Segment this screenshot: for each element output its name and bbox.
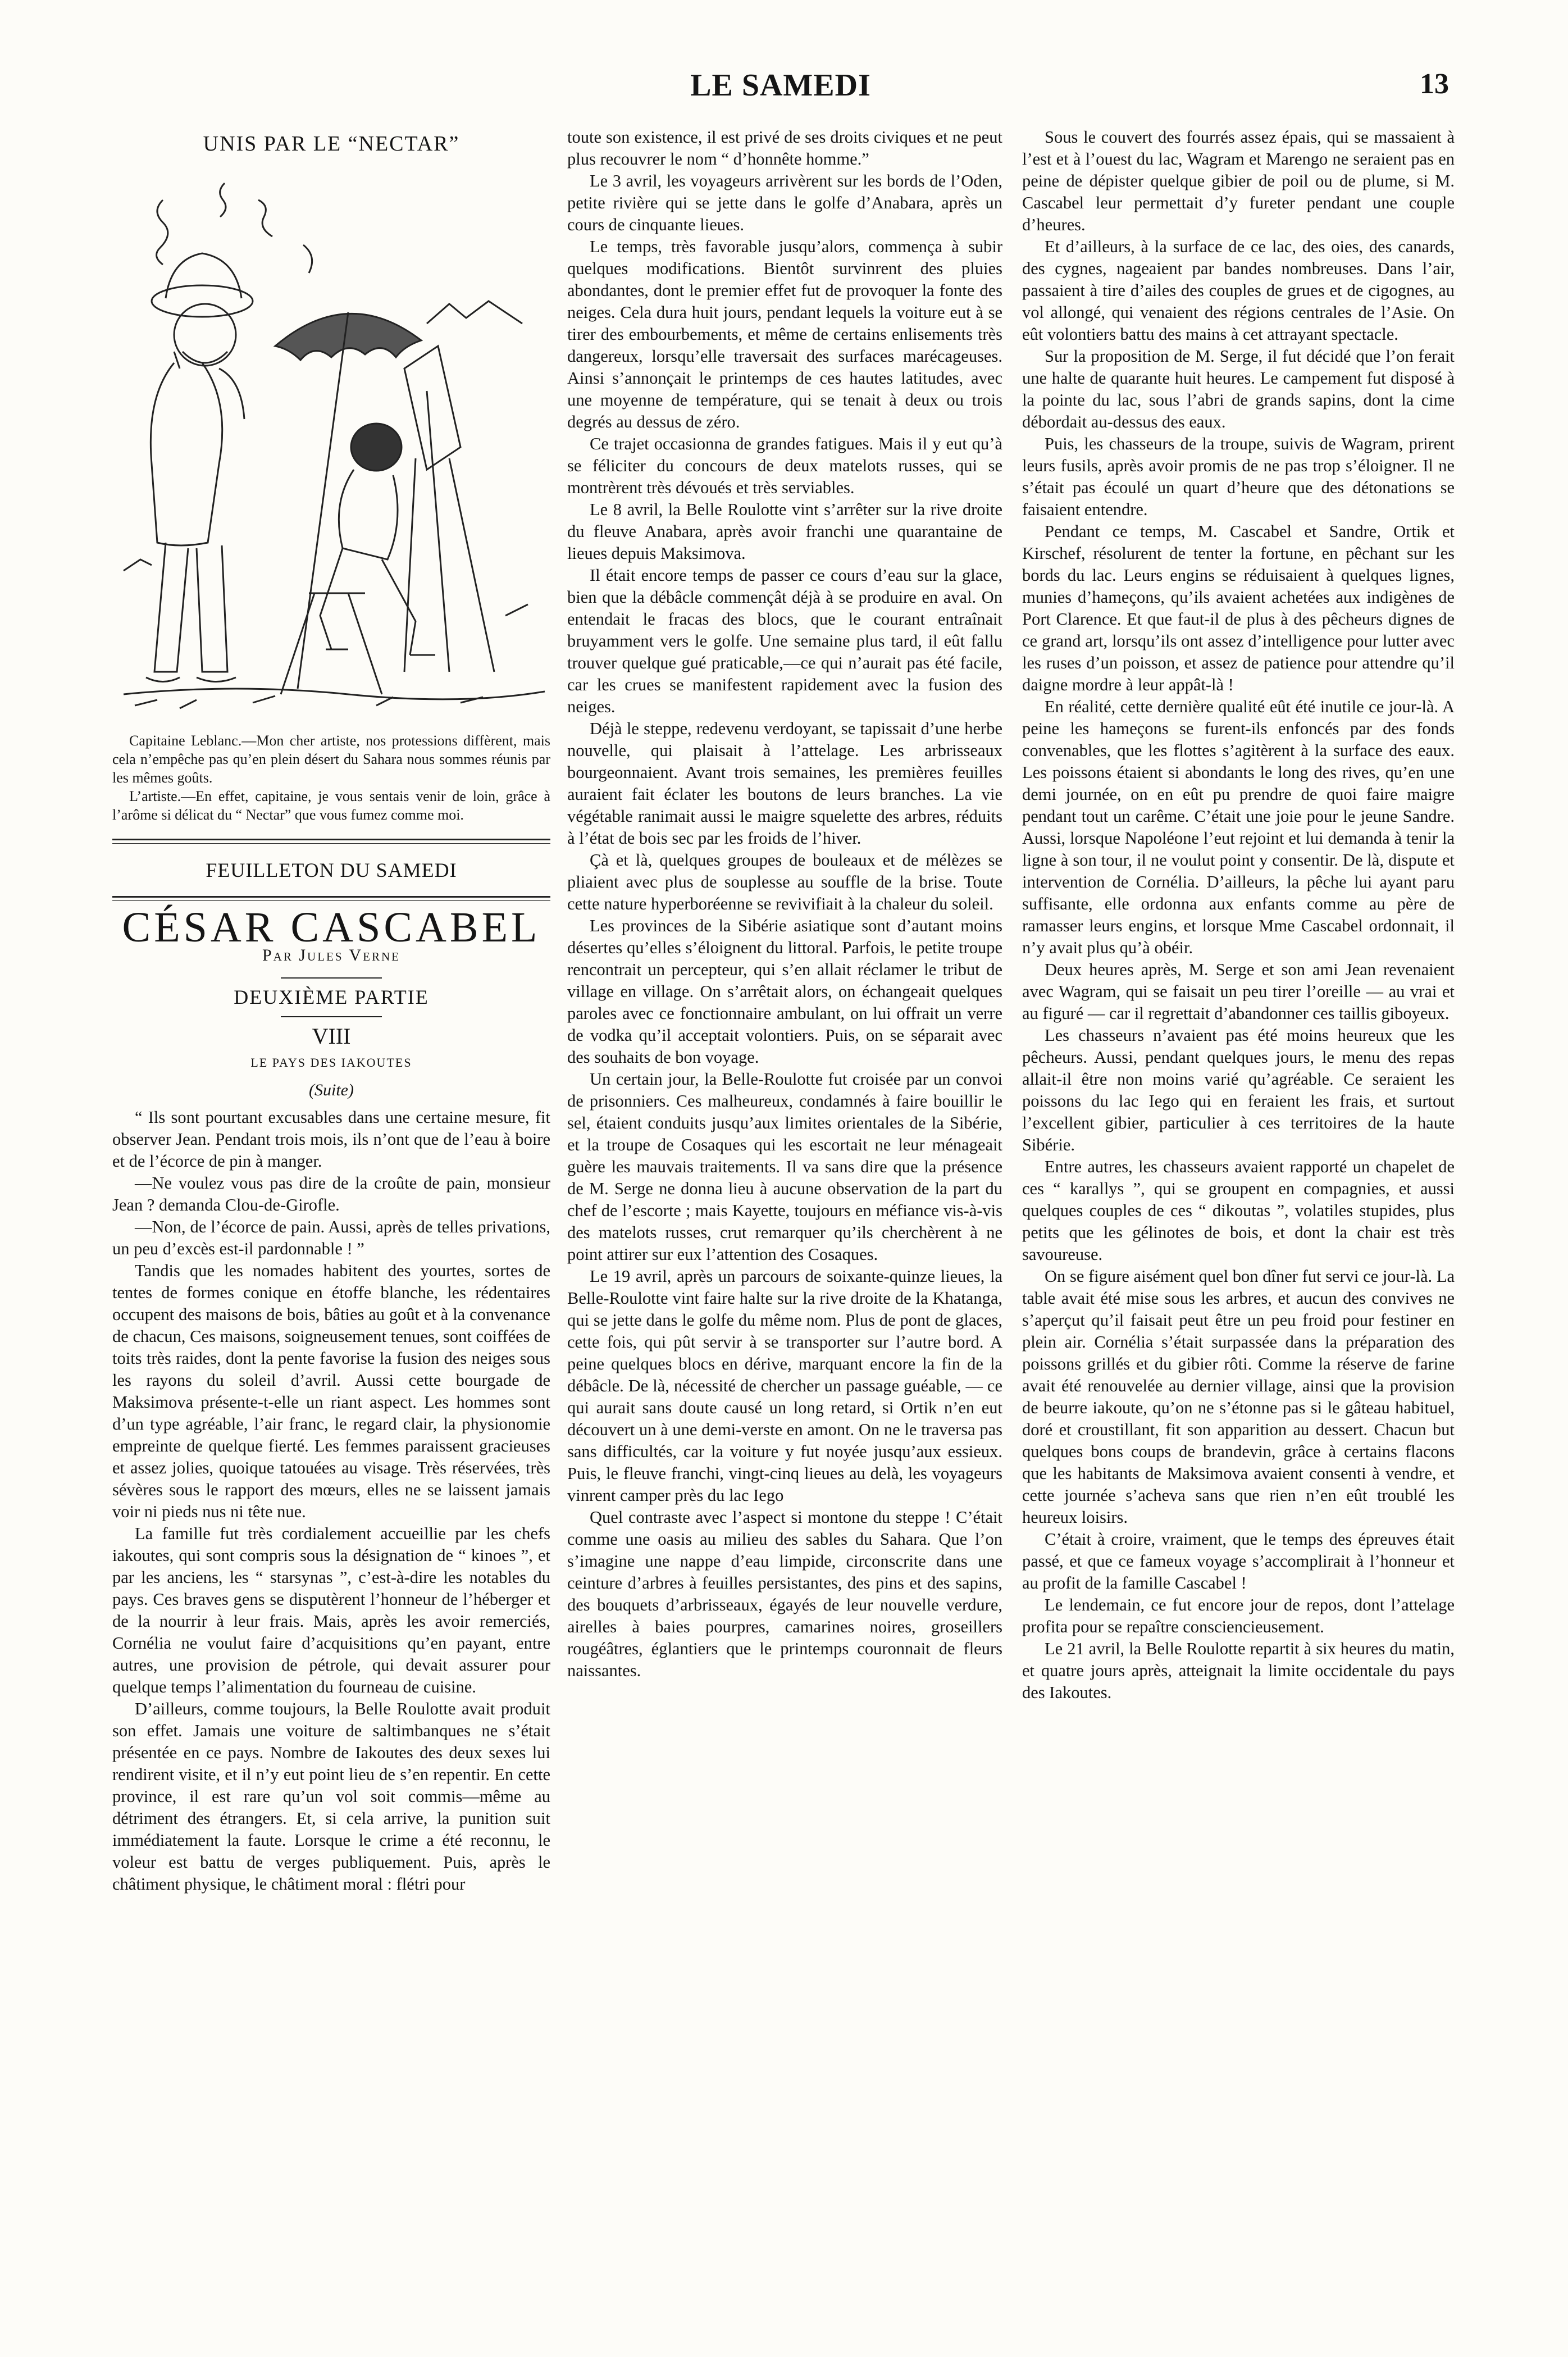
paragraph: Le 19 avril, après un parcours de soixante-quinze lieues, la Belle-Roulotte vint faire halte sur la rive droite de la Khatanga, qui se jette dans le golfe du même nom. Plus de pont de glaces, cette fois, qui pût servir à se transporter sur l’autre bord. A peine quelques blocs en dérive, marquant encore la fin de la débâcle. De là, nécessité de chercher un passage guéable, — ce qui aurait sans doute causé un long retard, si Ortik n’en eut découvert un à une demi-verste en amont. On ne le traversa pas sans difficultés, car la voiture y fut noyée jusqu’aux essieux. Puis, le fleuve franchi, vingt-cinq lieues au delà, les voyageurs vinrent camper près du lac Iego xyxy=(567,1267,1002,1505)
paragraph: La famille fut très cordialement accueillie par les chefs iakoutes, qui sont compris sous la désignation de “ kinoes ”, et par les anciens, les “ starsynas ”, c’est-à-dire les notables du pays. Ces braves gens se disputèrent l’honneur de l’héberger et de la nourrir à leur frais. Mais, après les avoir remerciés, Cornélia ne voulut faire d’acquisitions qu’en payant, entre autres, une provision de pétrole, qui devait assurer pour quelque temps l’alimentation du fourneau de cuisine. xyxy=(112,1524,550,1696)
divider xyxy=(281,1016,382,1017)
page-header xyxy=(112,67,1449,101)
paragraph: Les chasseurs n’avaient pas été moins heureux que les pêcheurs. Aussi, pendant quelques jours, le menu des repas allait-il être non moins varié qu’agréable. Ce seraient les poissons du lac Iego qui en feraient les frais, et surtout l’excellent gibier, particulier à ces territoires de la haute Sibérie. xyxy=(1022,1026,1455,1154)
author-line: Par Jules Verne xyxy=(262,946,400,964)
chapter-number: VIII xyxy=(312,1023,351,1049)
paragraph: Tandis que les nomades habitent des yourtes, sortes de tentes de formes conique en étoffe blanche, les rédentaires occupent des maisons de bois, bâties au goût et à la convenance de chacun, Ces maisons, soigneusement tenues, sont coiffées de toits très raides, dont la pente favorise la fusion des neiges sous les rayons du soleil d’avril. Aussi cette bourgade de Maksimova présente-t-elle un riant aspect. Les hommes sont d’un type agréable, l’air franc, le regard clair, la physionomie empreinte de quelque fierté. Les femmes paraissent gracieuses et assez jolies, quoique tatouées au visage. Très réservées, très sévères sous le rapport des mœurs, elles ne se laissent jamais voir ni pieds nus ni tête nue. xyxy=(112,1261,550,1521)
paragraph: On se figure aisément quel bon dîner fut servi ce jour-là. La table avait été mise sous les arbres, et aucun des convives ne s’aperçut qu’il faisait peut être un peu froid pour festiner en plein air. Cornélia s’était surpassée dans la préparation des poissons grillés et du gibier rôti. Comme la réserve de farine avait été renouvelée au dernier village, ainsi que la provision de beurre iakoute, qu’on ne s’étonne pas si le gâteau habituel, doré et croustillant, fit son apparition au dessert. Chacun but quelques bons coups de brandevin, grâce à certains flacons que les habitants de Maksimova avaient consenti à vendre, et cette journée s’acheva sans que rien n’en eût troublé les heureux loisirs. xyxy=(1022,1267,1455,1527)
paragraph: Çà et là, quelques groupes de bouleaux et de mélèzes se pliaient avec plus de souplesse au souffle de la brise. Toute cette nature hyperboréenne se revivifiait à la chaleur du soleil. xyxy=(567,850,1002,913)
chapter-title: LE PAYS DES IAKOUTES xyxy=(250,1055,412,1070)
paragraph: Il était encore temps de passer ce cours d’eau sur la glace, bien que la débâcle commençât déjà à se produire en aval. On entendait le fracas des blocs, que le courant entraînait bruyamment vers le golfe. Une semaine plus tard, il eût fallu trouver quelque gué praticable,—ce qui n’aurait pas été facile, car les crues se manifestent rapidement avec la fusion des neiges. xyxy=(567,566,1002,716)
paragraph: Le 8 avril, la Belle Roulotte vint s’arrêter sur la rive droite du fleuve Anabara, après avoir franchi une quarantaine de lieues depuis Maksimova. xyxy=(567,500,1002,563)
paragraph: Sur la proposition de M. Serge, il fut décidé que l’on ferait une halte de quarante huit heures. Le campement fut disposé à la pointe du lac, sous l’abri de grands sapins, dont la cime débordait au-dessus des eaux. xyxy=(1022,347,1455,431)
paragraph: —Ne voulez vous pas dire de la croûte de pain, monsieur Jean ? demanda Clou-de-Girofle. xyxy=(112,1173,550,1214)
paragraph: Pendant ce temps, M. Cascabel et Sandre, Ortik et Kirschef, résolurent de tenter la fortune, en pêchant sur les bords du lac. Leurs engins se réduisaient à quelques lignes, munies d’hameçons, qu’ils avaient achetées aux indigènes de Port Clarence. Et que faut-il de plus à des pêcheurs dignes de ce grand art, lorsqu’ils ont assez d’intelligence pour lutter avec les ruses d’un poisson, et assez de patience pour attendre qu’il daigne mordre à leur appât-là ! xyxy=(1022,522,1455,694)
paragraph: Déjà le steppe, redevenu verdoyant, se tapissait d’une herbe nouvelle, qui plaisait à l’attelage. Les arbrisseaux bourgeonnaient. Avant trois semaines, les premières feuilles auraient fait éclater les boutons de leurs branches. La vie végétable ranimait aussi le maigre squelette des arbres, réduits à l’état de bois sec par les froids de l’hiver. xyxy=(567,719,1002,848)
paragraph: Deux heures après, M. Serge et son ami Jean revenaient avec Wagram, qui se faisait un peu tirer l’oreille — au vrai et au figuré — car il regrettait d’abandonner ces taillis giboyeux. xyxy=(1022,960,1455,1023)
illustration-caption xyxy=(112,731,550,824)
page-number: 13 xyxy=(1420,68,1449,100)
part-heading: DEUXIÈME PARTIE xyxy=(234,986,429,1008)
double-rule xyxy=(112,839,550,844)
caption-line: L’artiste.—En effet, capitaine, je vous sentais venir de loin, grâce à l’arôme si délicat du “ Nectar” que vous fumez comme moi. xyxy=(112,788,550,823)
paragraph: —Non, de l’écorce de pain. Aussi, après de telles privations, un peu d’excès est-il pardonnable ! ” xyxy=(112,1217,550,1258)
paragraph: Et d’ailleurs, à la surface de ce lac, des oies, des canards, des cygnes, nageaient par bandes nombreuses. Dans l’air, passaient à tire d’ailes des couples de grues et de cigognes, au vol allongé, qui venaient des régions centrales de l’Asie. On eût volontiers battu des mains à cet attrayant spectacle. xyxy=(1022,237,1455,344)
paragraph: C’était à croire, vraiment, que le temps des épreuves était passé, et que ce fameux voyage s’accomplirait à l’honneur et au profit de la famille Cascabel ! xyxy=(1022,1530,1455,1592)
illustration-title: UNIS PAR LE “NECTAR” xyxy=(203,132,460,156)
divider xyxy=(281,977,382,979)
paragraph: Un certain jour, la Belle-Roulotte fut croisée par un convoi de prisonniers. Ces malheureux, condamnés à faire bouillir le sel, étaient conduits jusqu’aux limites orientales de la Sibérie, et la troupe de Cosaques qui les escortait ne leur ménageait guère les mauvais traitements. Il va sans dire que la présence de M. Serge ne donna lieu à aucune observation de la part du chef de l’escorte ; mais Kayette, toujours en méfiance vis-à-vis des matelots russes, crut remarquer qu’ils cherchèrent à ne point attirer sur eux l’attention des Cosaques. xyxy=(567,1070,1002,1264)
feuilleton-label: FEUILLETON DU SAMEDI xyxy=(206,859,457,881)
paragraph: toute son existence, il est privé de ses droits civiques et ne peut plus recouvrer le nom “ d’honnête homme.” xyxy=(567,128,1002,169)
paragraph: Sous le couvert des fourrés assez épais, qui se massaient à l’est et à l’ouest du lac, Wagram et Marengo ne seraient pas en peine de dépister quelque gibier de poil ou de plume, si M. Cascabel leur permettait d’y fureter pendant une couple d’heures. xyxy=(1022,128,1455,234)
paragraph: Puis, les chasseurs de la troupe, suivis de Wagram, prirent leurs fusils, après avoir promis de ne pas trop s’éloigner. Il ne s’était pas écoulé un quart d’heure que des détonations se faisaient entendre. xyxy=(1022,434,1455,519)
paragraph: En réalité, cette dernière qualité eût été inutile ce jour-là. A peine les hameçons se furent-ils enfoncés par des fonds convenables, que les flottes s’agitèrent à la surface des eaux. Les poissons étaient si abondants le long des rives, qu’en une demi journée, on en eût pu prendre de quoi faire maigre pendant tout un carême. C’était une joie pour le jeune Sandre. Aussi, lorsque Napoléone l’eut rejoint et lui demanda à tenir la ligne à son tour, il ne voulut point y consentir. De là, dispute et intervention de Cornélia. D’ailleurs, la pêche lui ayant paru suffisante, elle ordonna aux enfants comme au père de ramasser leurs engins, et lorsque Mme Cascabel ordonnait, il n’y avait plus qu’à obéir. xyxy=(1022,697,1455,957)
newspaper-title: LE SAMEDI xyxy=(690,68,871,103)
paragraph: Le lendemain, ce fut encore jour de repos, dont l’attelage profita pour se repaître consciencieusement. xyxy=(1022,1595,1455,1636)
double-rule xyxy=(112,896,550,901)
column-2 xyxy=(567,126,1002,1682)
paragraph: Le temps, très favorable jusqu’alors, commença à subir quelques modifications. Bientôt survinrent des pluies abondantes, dont le premier effet fut de provoquer la fonte des neiges. Cela dura huit jours, pendant lequels la voiture eut à se tirer des embourbements, et même de certains enlisements très dangereux, lorsqu’elle traversait des surfaces marécageuses. Ainsi s’annonçait le printemps de ces hautes latitudes, avec une moyenne de température, qui se tenait à deux ou trois degrés au dessus de zéro. xyxy=(567,237,1002,431)
paragraph: “ Ils sont pourtant excusables dans une certaine mesure, fit observer Jean. Pendant trois mois, ils n’ont que de l’eau à boire et de l’écorce de pin à manger. xyxy=(112,1108,550,1171)
paragraph: Les provinces de la Sibérie asiatique sont d’autant moins désertes qu’elles s’éloignent du littoral. Parfois, le petite troupe rencontrait un percepteur, qui s’en allait réclamer le tribut de village en village. On s’arrêtait alors, on échangeait quelques paroles avec ce fonctionnaire ambulant, on lui offrait un verre de vodka qu’il acceptait volontiers. Puis, on se séparait avec des souhaits de bon voyage. xyxy=(567,916,1002,1067)
suite-label: (Suite) xyxy=(309,1081,354,1099)
paragraph: Le 21 avril, la Belle Roulotte repartit à six heures du matin, et quatre jours après, atteignait la limite occidentale du pays des Iakoutes. xyxy=(1022,1639,1455,1702)
caption-line: Capitaine Leblanc.—Mon cher artiste, nos protessions diffèrent, mais cela n’empêche pas qu’en plein désert du Sahara nous sommes réunis par les mêmes goûts. xyxy=(112,732,550,786)
column-1 xyxy=(112,126,550,1895)
cartoon-illustration xyxy=(112,166,550,728)
paragraph: Quel contraste avec l’aspect si montone du steppe ! C’était comme une oasis au milieu des sables du Sahara. Que l’on s’imagine une nappe d’eau limpide, circonscrite dans une ceinture d’arbres à feuilles persistantes, des pins et des sapins, des bouquets d’arbrisseaux, égayés de leur nouvelle verdure, airelles à baies pourpres, camarines noires, groseillers rougéâtres, églantiers que le printemps couronnait de fleurs naissantes. xyxy=(567,1508,1002,1680)
book-title: CÉSAR CASCABEL xyxy=(122,904,541,951)
paragraph: D’ailleurs, comme toujours, la Belle Roulotte avait produit son effet. Jamais une voiture de saltimbanques ne s’était présentée en ce pays. Nombre de Iakoutes des deux sexes lui rendirent visite, et il n’y eut point lieu de s’en repentir. En cette province, il est rare qu’un vol soit commis—même au détriment des étrangers. Et, si cela arrive, la punition suit immédiatement la faute. Lorsque le crime a été reconnu, le voleur est battu de verges publiquement. Puis, après le châtiment physique, le châtiment moral : flétri pour xyxy=(112,1699,550,1894)
column-3 xyxy=(1022,126,1455,1704)
paragraph: Ce trajet occasionna de grandes fatigues. Mais il y eut qu’à se féliciter du concours de deux matelots russes, qui se montrèrent très dévoués et très serviables. xyxy=(567,434,1002,497)
paragraph: Entre autres, les chasseurs avaient rapporté un chapelet de ces “ karallys ”, qui se groupent en compagnies, et aussi quelques couples de ces “ dikoutas ”, volatiles stupides, plus petits que les gélinotes de bois, et dont la chair est très savoureuse. xyxy=(1022,1157,1455,1264)
paragraph: Le 3 avril, les voyageurs arrivèrent sur les bords de l’Oden, petite rivière qui se jette dans le golfe d’Anabara, après un cours de cinquante lieues. xyxy=(567,171,1002,234)
